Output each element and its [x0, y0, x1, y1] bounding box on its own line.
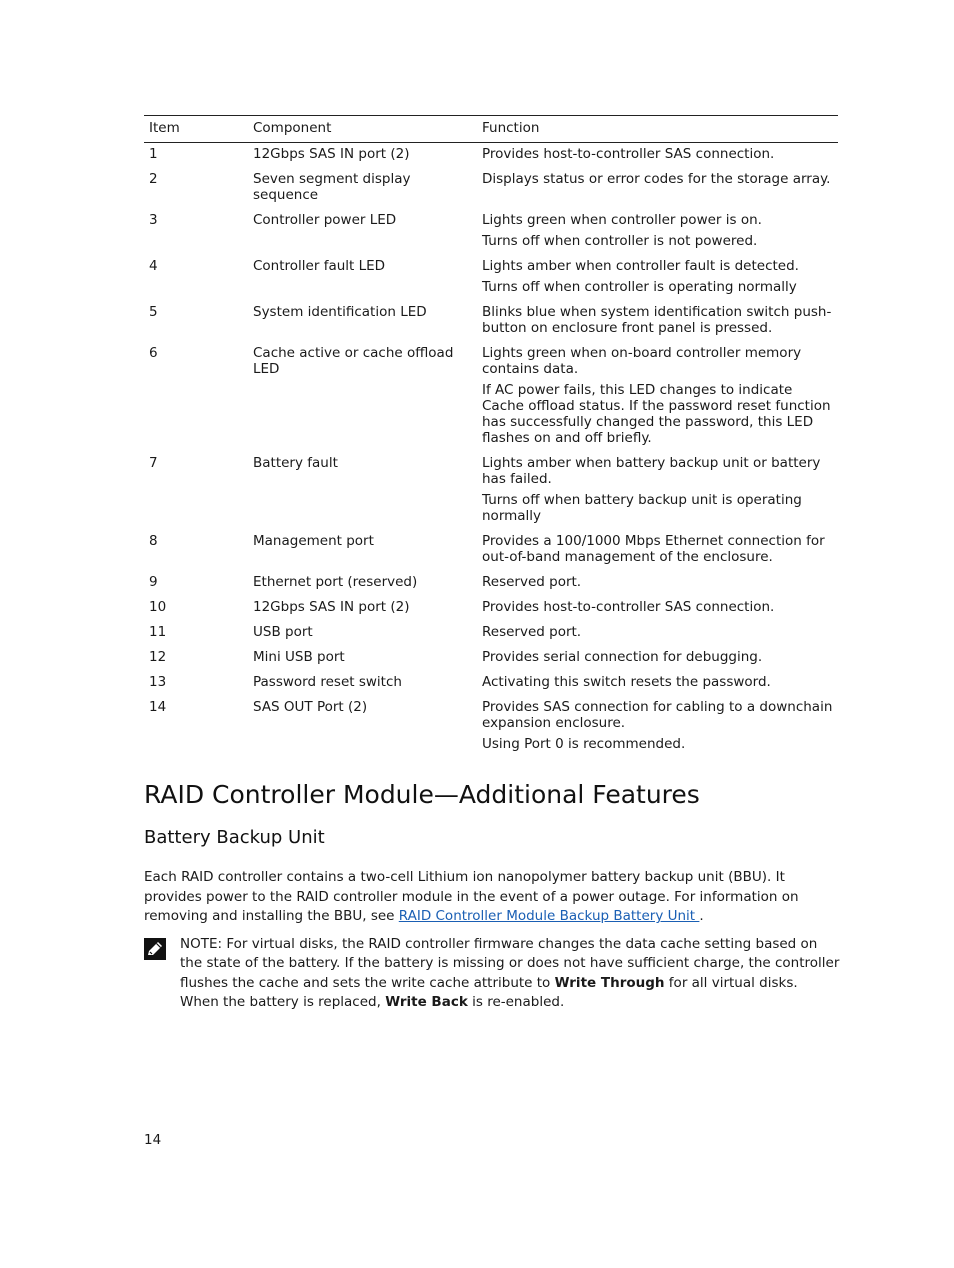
table-row [144, 143, 838, 169]
table-body [144, 143, 838, 759]
cell-function [477, 696, 838, 758]
function-line: Provides host-to-controller SAS connection. [482, 146, 775, 162]
cell-function [477, 209, 838, 255]
component-table [144, 115, 838, 758]
function-line: Turns off when controller is not powered. [482, 233, 758, 249]
cell-function [477, 143, 838, 169]
function-line: Using Port 0 is recommended. [482, 736, 686, 752]
cell-item: 12 [149, 649, 167, 665]
table-row [144, 571, 838, 596]
page-number: 14 [144, 1132, 162, 1148]
function-line: Displays status or error codes for the storage array. [482, 171, 831, 187]
function-line: Provides a 100/1000 Mbps Ethernet connection for out-of-band management of the enclosure. [482, 533, 825, 565]
table-row [144, 646, 838, 671]
function-line: Lights amber when battery backup unit or battery has failed. [482, 455, 821, 487]
table-row [144, 530, 838, 571]
table-row [144, 342, 838, 452]
function-line: Turns off when battery backup unit is operating normally [482, 492, 802, 524]
cell-item: 4 [149, 258, 158, 274]
cell-function [477, 255, 838, 301]
header-component: Component [248, 116, 477, 143]
cell-item: 2 [149, 171, 158, 187]
subsection-title: Battery Backup Unit [144, 827, 325, 848]
table-row [144, 255, 838, 301]
cell-component: Seven segment display sequence [253, 171, 411, 203]
table-row [144, 301, 838, 342]
body-text: Each RAID controller contains a two-cell Lithium ion nanopolymer battery backup unit (BBU). It provides power to the RAID controller module in the event of a power outage. For information on removing and installing the BBU, see [144, 869, 799, 924]
cell-component: SAS OUT Port (2) [253, 699, 368, 715]
cell-function [477, 671, 838, 696]
note-text-3: is re-enabled. [467, 993, 565, 1010]
function-line: If AC power fails, this LED changes to indicate Cache offload status. If the password reset function has successfully changed the password, this LED flashes on and off briefly. [482, 382, 831, 446]
header-function: Function [477, 116, 838, 143]
cell-function [477, 596, 838, 621]
cell-component: Management port [253, 533, 374, 549]
function-line: Turns off when controller is operating normally [482, 279, 797, 295]
bbu-link[interactable]: RAID Controller Module Backup Battery Unit [398, 908, 700, 924]
cell-item: 9 [149, 574, 158, 590]
cell-function [477, 342, 838, 452]
cell-component: Battery fault [253, 455, 338, 471]
cell-function [477, 646, 838, 671]
note-text-2: for all virtual disks. When the battery is replaced, [180, 974, 798, 1010]
cell-item: 6 [149, 345, 158, 361]
function-line: Blinks blue when system identification switch push-button on enclosure front panel is pressed. [482, 304, 832, 336]
cell-item: 11 [149, 624, 167, 640]
cell-function [477, 530, 838, 571]
table-row [144, 209, 838, 255]
cell-function [477, 452, 838, 530]
cell-item: 5 [149, 304, 158, 320]
note-bold-write-through: Write Through [554, 974, 665, 991]
note-pencil-icon [144, 938, 166, 960]
cell-component: USB port [253, 624, 313, 640]
function-line: Provides SAS connection for cabling to a downchain expansion enclosure. [482, 699, 833, 731]
cell-component: System identification LED [253, 304, 427, 320]
cell-item: 3 [149, 212, 158, 228]
function-line: Activating this switch resets the password. [482, 674, 771, 690]
function-line: Reserved port. [482, 624, 582, 640]
body-text-end: . [699, 908, 704, 924]
table-row [144, 696, 838, 758]
function-line: Lights amber when controller fault is detected. [482, 258, 799, 274]
cell-component: Ethernet port (reserved) [253, 574, 418, 590]
table-row [144, 671, 838, 696]
function-line: Provides host-to-controller SAS connection. [482, 599, 775, 615]
cell-component: Controller fault LED [253, 258, 386, 274]
function-line: Lights green when controller power is on. [482, 212, 762, 228]
cell-component: Controller power LED [253, 212, 397, 228]
cell-component: Cache active or cache offload LED [253, 345, 454, 377]
function-line: Provides serial connection for debugging. [482, 649, 763, 665]
cell-component: 12Gbps SAS IN port (2) [253, 146, 410, 162]
cell-component: Password reset switch [253, 674, 402, 690]
table-row [144, 621, 838, 646]
cell-item: 10 [149, 599, 167, 615]
body-paragraph [144, 868, 838, 927]
table-row [144, 596, 838, 621]
function-line: Lights green when on-board controller memory contains data. [482, 345, 802, 377]
cell-component: Mini USB port [253, 649, 345, 665]
note-paragraph [180, 935, 840, 1012]
header-item: Item [144, 116, 248, 143]
cell-function [477, 301, 838, 342]
cell-item: 8 [149, 533, 158, 549]
cell-function [477, 168, 838, 209]
cell-item: 13 [149, 674, 167, 690]
note-bold-write-back: Write Back [385, 993, 468, 1010]
function-line: Reserved port. [482, 574, 582, 590]
section-title: RAID Controller Module—Additional Features [144, 780, 700, 809]
note-label: NOTE: [180, 936, 223, 952]
cell-item: 1 [149, 146, 158, 162]
table-row [144, 168, 838, 209]
note-text-1: For virtual disks, the RAID controller firmware changes the data cache setting based on the state of the battery. If the battery is missing or does not have sufficient charge, the controller flushes the cache and sets the write cache attribute to [180, 936, 840, 991]
table-header-row [144, 116, 838, 143]
table-row [144, 452, 838, 530]
cell-function [477, 571, 838, 596]
cell-function [477, 621, 838, 646]
cell-item: 7 [149, 455, 158, 471]
cell-item: 14 [149, 699, 167, 715]
cell-component: 12Gbps SAS IN port (2) [253, 599, 410, 615]
